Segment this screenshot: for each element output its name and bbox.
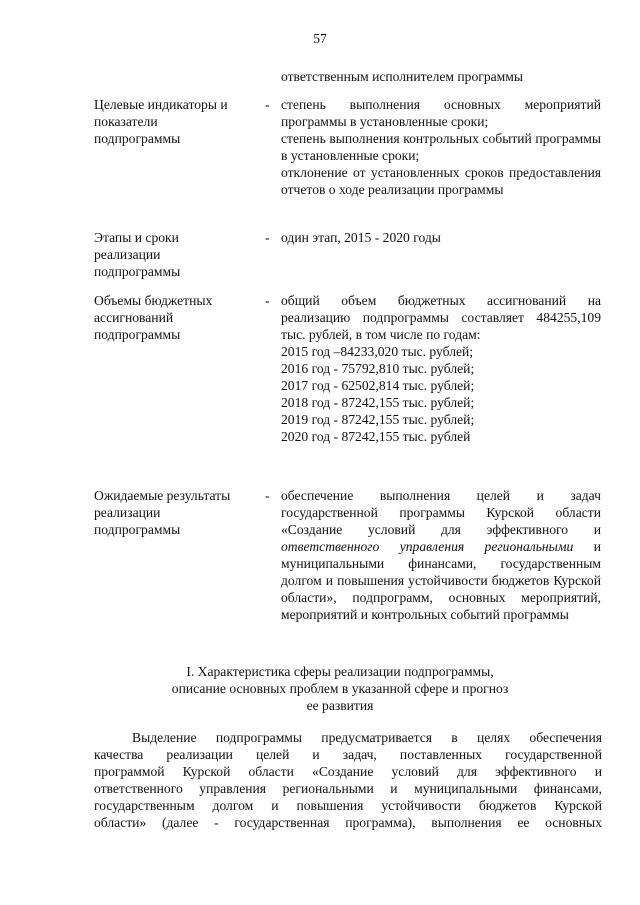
row-label-line: Объемы бюджетных: [94, 293, 213, 308]
budget-year-line: 2019 год - 87242,155 тыс. рублей;: [281, 412, 475, 427]
row-value: [281, 487, 601, 623]
budget-year-line: 2017 год - 62502,814 тыс. рублей;: [281, 378, 475, 393]
row-value: [281, 96, 601, 198]
section-heading: [100, 663, 580, 714]
section-heading-line: описание основных проблем в указанной сфере и прогноз: [171, 681, 509, 696]
value-paragraph: степень выполнения контрольных событий программы в установленные сроки;: [281, 131, 601, 163]
page-number: 57: [313, 31, 327, 46]
row-label-line: ассигнований: [94, 310, 174, 325]
row-label-line: Целевые индикаторы и: [94, 97, 228, 112]
results-text-italic: ответственного управления региональными: [281, 539, 574, 554]
results-text-part1: обеспечение выполнения целей и задач государственной программы Курской области «Создание условий для эффективного и: [281, 488, 601, 537]
row-label-line: подпрограммы: [94, 131, 181, 146]
row-label: [94, 229, 254, 280]
row-label-line: показатели: [94, 114, 158, 129]
section-heading-line: I. Характеристика сферы реализации подпрограммы,: [186, 664, 494, 679]
row-dash: -: [265, 293, 270, 308]
results-text-part2: и муниципальными финансами, государственным долгом и повышения устойчивости бюджетов Курской области», подпрограмм, основных мероприятий, мероприятий и контрольных событий программы: [281, 539, 601, 622]
row-dash: -: [265, 488, 270, 503]
row-label-line: реализации: [94, 247, 161, 262]
section-heading-line: ее развития: [306, 698, 374, 713]
budget-year-line: 2015 год –84233,020 тыс. рублей;: [281, 344, 474, 359]
row-label-line: реализации: [94, 505, 161, 520]
row-dash: -: [265, 97, 270, 112]
row-label: [94, 292, 254, 343]
budget-year-line: 2018 год - 87242,155 тыс. рублей;: [281, 395, 475, 410]
budget-year-line: 2020 год - 87242,155 тыс. рублей: [281, 429, 471, 444]
results-paragraph: [281, 487, 601, 623]
budget-intro: общий объем бюджетных ассигнований на реализацию подпрограммы составляет 484255,109 тыс. рублей, в том числе по годам:: [281, 293, 601, 342]
body-line: программой Курской области «Создание условий для эффективного и: [94, 764, 602, 779]
body-line: качества реализации целей и задач, поставленных государственной: [94, 747, 602, 762]
row-label-line: подпрограммы: [94, 264, 181, 279]
body-line: Выделение подпрограммы предусматривается в целях обеспечения: [132, 730, 602, 745]
row-value: [281, 229, 601, 246]
row-dash: -: [265, 230, 270, 245]
body-line: области» (далее - государственная программа), выполнения ее основных: [94, 815, 602, 830]
continuation-line: ответственным исполнителем программы: [281, 69, 524, 84]
row-label: [94, 487, 254, 538]
row-label-line: подпрограммы: [94, 327, 181, 342]
row-label-line: подпрограммы: [94, 522, 181, 537]
body-line: ответственного управления региональными и муниципальными финансами,: [94, 781, 602, 796]
budget-year-line: 2016 год - 75792,810 тыс. рублей;: [281, 361, 475, 376]
body-paragraph: [94, 729, 602, 831]
row-label-line: Ожидаемые результаты: [94, 488, 231, 503]
row-label-line: Этапы и сроки: [94, 230, 179, 245]
row-label: [94, 96, 254, 147]
row-value: [281, 292, 601, 445]
value-paragraph: степень выполнения основных мероприятий программы в установленные сроки;: [281, 97, 601, 129]
value-paragraph: один этап, 2015 - 2020 годы: [281, 230, 441, 245]
body-line: государственным долгом и повышения устойчивости бюджетов Курской: [94, 798, 602, 813]
value-paragraph: отклонение от установленных сроков предоставления отчетов о ходе реализации программы: [281, 165, 601, 197]
